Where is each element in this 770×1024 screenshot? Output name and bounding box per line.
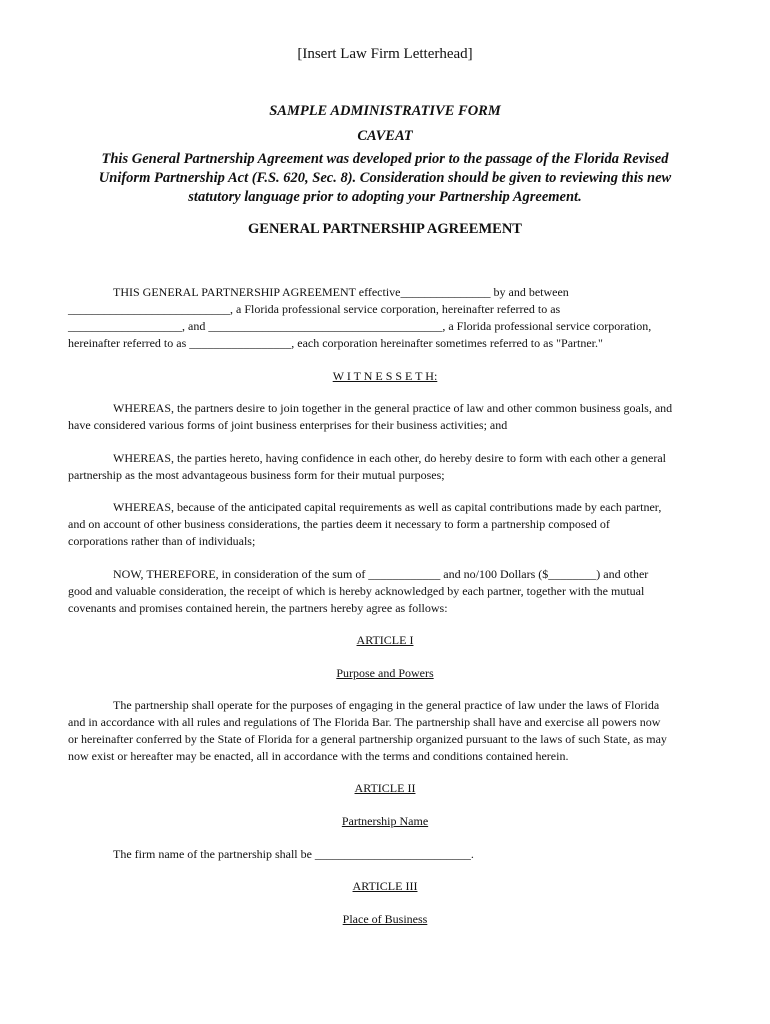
whereas-paragraph-2 — [68, 450, 702, 484]
article-1-body — [68, 697, 702, 765]
paragraph-line: WHEREAS, the partners desire to join together in the general practice of law and other common business goals, and — [113, 401, 673, 415]
paragraph-line: or hereinafter conferred by the State of Florida for a general partnership organized pursuant to the laws of such State, as may — [68, 732, 667, 746]
caveat-line: Uniform Partnership Act (F.S. 620, Sec. 8). Consideration should be given to reviewing this new — [98, 170, 672, 186]
paragraph-line: now exist or hereafter may be enacted, all in accordance with the terms and conditions contained herein. — [68, 749, 569, 763]
article-3-heading-text: ARTICLE III — [352, 879, 418, 893]
paragraph-line: and on account of other business considerations, the parties deem it necessary to form a partnership composed of — [68, 517, 610, 531]
whereas-paragraph-1 — [68, 400, 702, 434]
letterhead-placeholder: [Insert Law Firm Letterhead] — [297, 46, 473, 62]
paragraph-line: corporations rather than of individuals; — [68, 534, 256, 548]
paragraph-line: covenants and promises contained herein, the partners hereby agree as follows: — [68, 601, 448, 615]
article-2-heading — [0, 780, 770, 797]
article-3-heading — [0, 878, 770, 895]
article-2-body — [68, 846, 702, 863]
paragraph-line: The partnership shall operate for the purposes of engaging in the general practice of law under the laws of Florida — [113, 698, 660, 712]
article-1-heading — [0, 632, 770, 649]
paragraph-line: WHEREAS, the parties hereto, having confidence in each other, do hereby desire to form with each other a general — [113, 451, 666, 465]
paragraph-line: THIS GENERAL PARTNERSHIP AGREEMENT effective_______________ by and between — [113, 285, 569, 299]
now-therefore-paragraph — [68, 566, 702, 617]
paragraph-line: ___________________________, a Florida professional service corporation, hereinafter referred to as — [68, 302, 561, 316]
caveat-notice — [72, 150, 698, 207]
form-type-heading: SAMPLE ADMINISTRATIVE FORM — [269, 103, 501, 119]
article-1-subheading-text: Purpose and Powers — [336, 666, 434, 680]
paragraph-line: hereinafter referred to as _________________, each corporation hereinafter sometimes referred to as "Partner." — [68, 336, 603, 350]
paragraph-line: NOW, THEREFORE, in consideration of the sum of ____________ and no/100 Dollars ($________) and other — [113, 567, 649, 581]
intro-paragraph — [68, 284, 702, 352]
paragraph-line: partnership as the most advantageous business form for their mutual purposes; — [68, 468, 445, 482]
article-2-subheading — [0, 813, 770, 830]
paragraph-line: The firm name of the partnership shall be __________________________. — [113, 847, 474, 861]
article-2-heading-text: ARTICLE II — [354, 781, 416, 795]
article-3-subheading — [0, 911, 770, 928]
caveat-line: This General Partnership Agreement was developed prior to the passage of the Florida Revised — [101, 151, 669, 167]
paragraph-line: ___________________, and _______________________________________, a Florida professional service corporation, — [68, 319, 652, 333]
caveat-title: CAVEAT — [357, 128, 413, 144]
article-1-subheading — [0, 665, 770, 682]
paragraph-line: WHEREAS, because of the anticipated capital requirements as well as capital contributions made by each partner, — [113, 500, 662, 514]
document-title: GENERAL PARTNERSHIP AGREEMENT — [248, 221, 522, 237]
caveat-line: statutory language prior to adopting your Partnership Agreement. — [188, 189, 582, 205]
article-1-heading-text: ARTICLE I — [356, 633, 414, 647]
article-2-subheading-text: Partnership Name — [341, 814, 429, 828]
witnesseth-text: W I T N E S S E T H: — [332, 369, 438, 383]
paragraph-line: good and valuable consideration, the receipt of which is hereby acknowledged by each partner, together with the mutual — [68, 584, 645, 598]
article-3-subheading-text: Place of Business — [342, 912, 428, 926]
paragraph-line: have considered various forms of joint business enterprises for their business activities; and — [68, 418, 508, 432]
paragraph-line: and in accordance with all rules and regulations of The Florida Bar. The partnership shall have and exercise all powers now — [68, 715, 661, 729]
witnesseth-heading — [0, 368, 770, 385]
whereas-paragraph-3 — [68, 499, 702, 550]
